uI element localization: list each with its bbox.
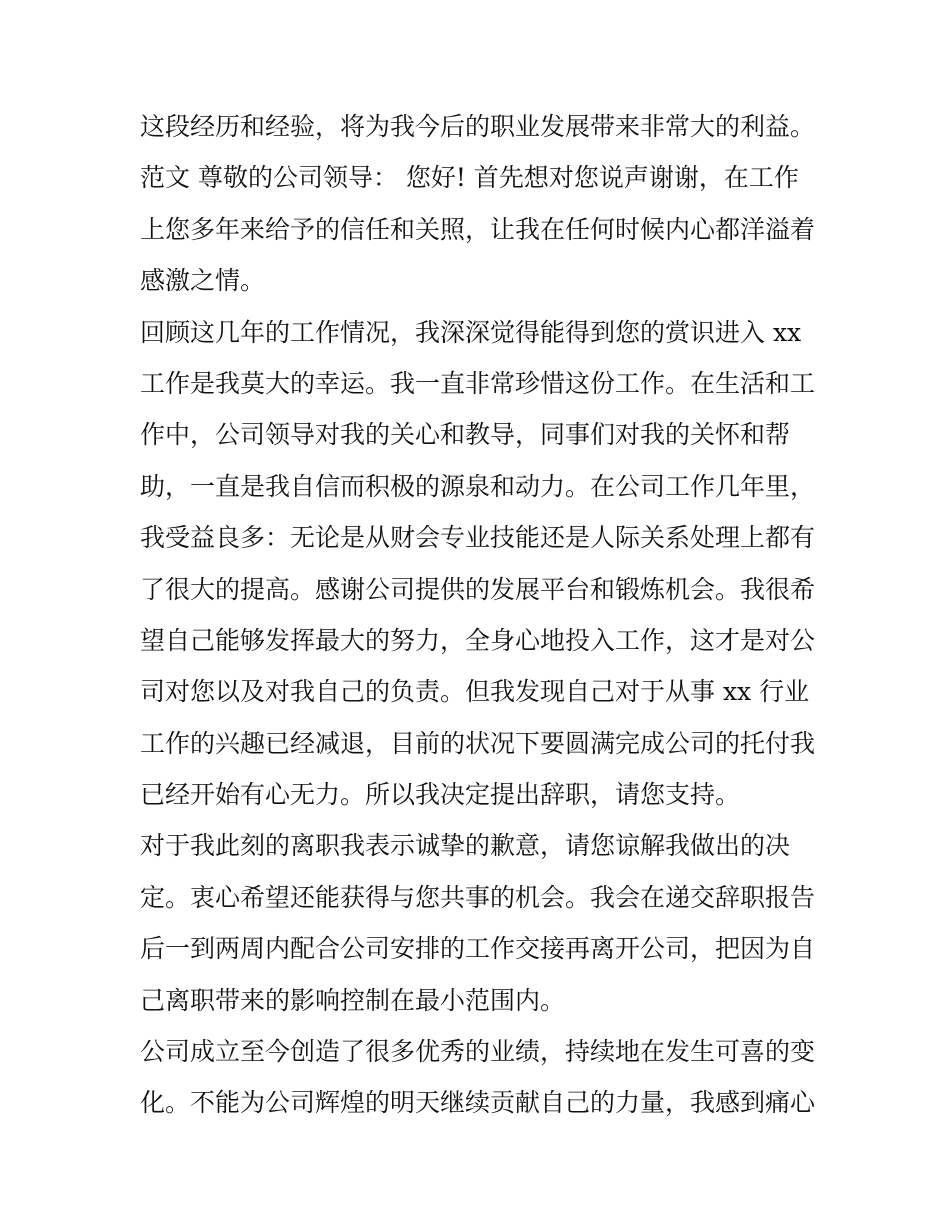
text-line: 定。衷心希望还能获得与您共事的机会。我会在递交辞职报告 [140, 882, 816, 912]
text-line: 回顾这几年的工作情况，我深深觉得能得到您的赏识进入 xx [140, 317, 802, 347]
text-line: 对于我此刻的离职我表示诚挚的歉意，请您谅解我做出的决 [140, 831, 791, 861]
text-line: 助，一直是我自信而积极的源泉和动力。在公司工作几年里， [140, 471, 816, 501]
text-line: 已经开始有心无力。所以我决定提出辞职，请您支持。 [140, 780, 741, 810]
text-line: 己离职带来的影响控制在最小范围内。 [140, 985, 566, 1015]
text-line: 感激之情。 [140, 266, 266, 296]
text-line: 作中，公司领导对我的关心和教导，同事们对我的关怀和帮 [140, 420, 791, 450]
text-line: 上您多年来给予的信任和关照，让我在任何时候内心都洋溢着 [140, 214, 816, 244]
text-line: 化。不能为公司辉煌的明天继续贡献自己的力量，我感到痛心 [140, 1088, 816, 1118]
text-line: 望自己能够发挥最大的努力，全身心地投入工作，这才是对公 [140, 625, 816, 655]
text-line: 司对您以及对我自己的负责。但我发现自己对于从事 xx 行业 [140, 677, 810, 707]
text-line: 范文 尊敬的公司领导： 您好! 首先想对您说声谢谢，在工作 [140, 163, 799, 193]
text-line: 公司成立至今创造了很多优秀的业绩，持续地在发生可喜的变 [140, 1037, 816, 1067]
text-line: 我受益良多：无论是从财会专业技能还是人际关系处理上都有 [140, 523, 816, 553]
text-line: 后一到两周内配合公司安排的工作交接再离开公司，把因为自 [140, 934, 816, 964]
text-line: 这段经历和经验，将为我今后的职业发展带来非常大的利益。 [140, 112, 816, 141]
text-line: 工作的兴趣已经减退，目前的状况下要圆满完成公司的托付我 [140, 728, 816, 758]
document-body [140, 101, 820, 1129]
text-line: 工作是我莫大的幸运。我一直非常珍惜这份工作。在生活和工 [140, 368, 816, 398]
text-line: 了很大的提高。感谢公司提供的发展平台和锻炼机会。我很希 [140, 574, 816, 604]
